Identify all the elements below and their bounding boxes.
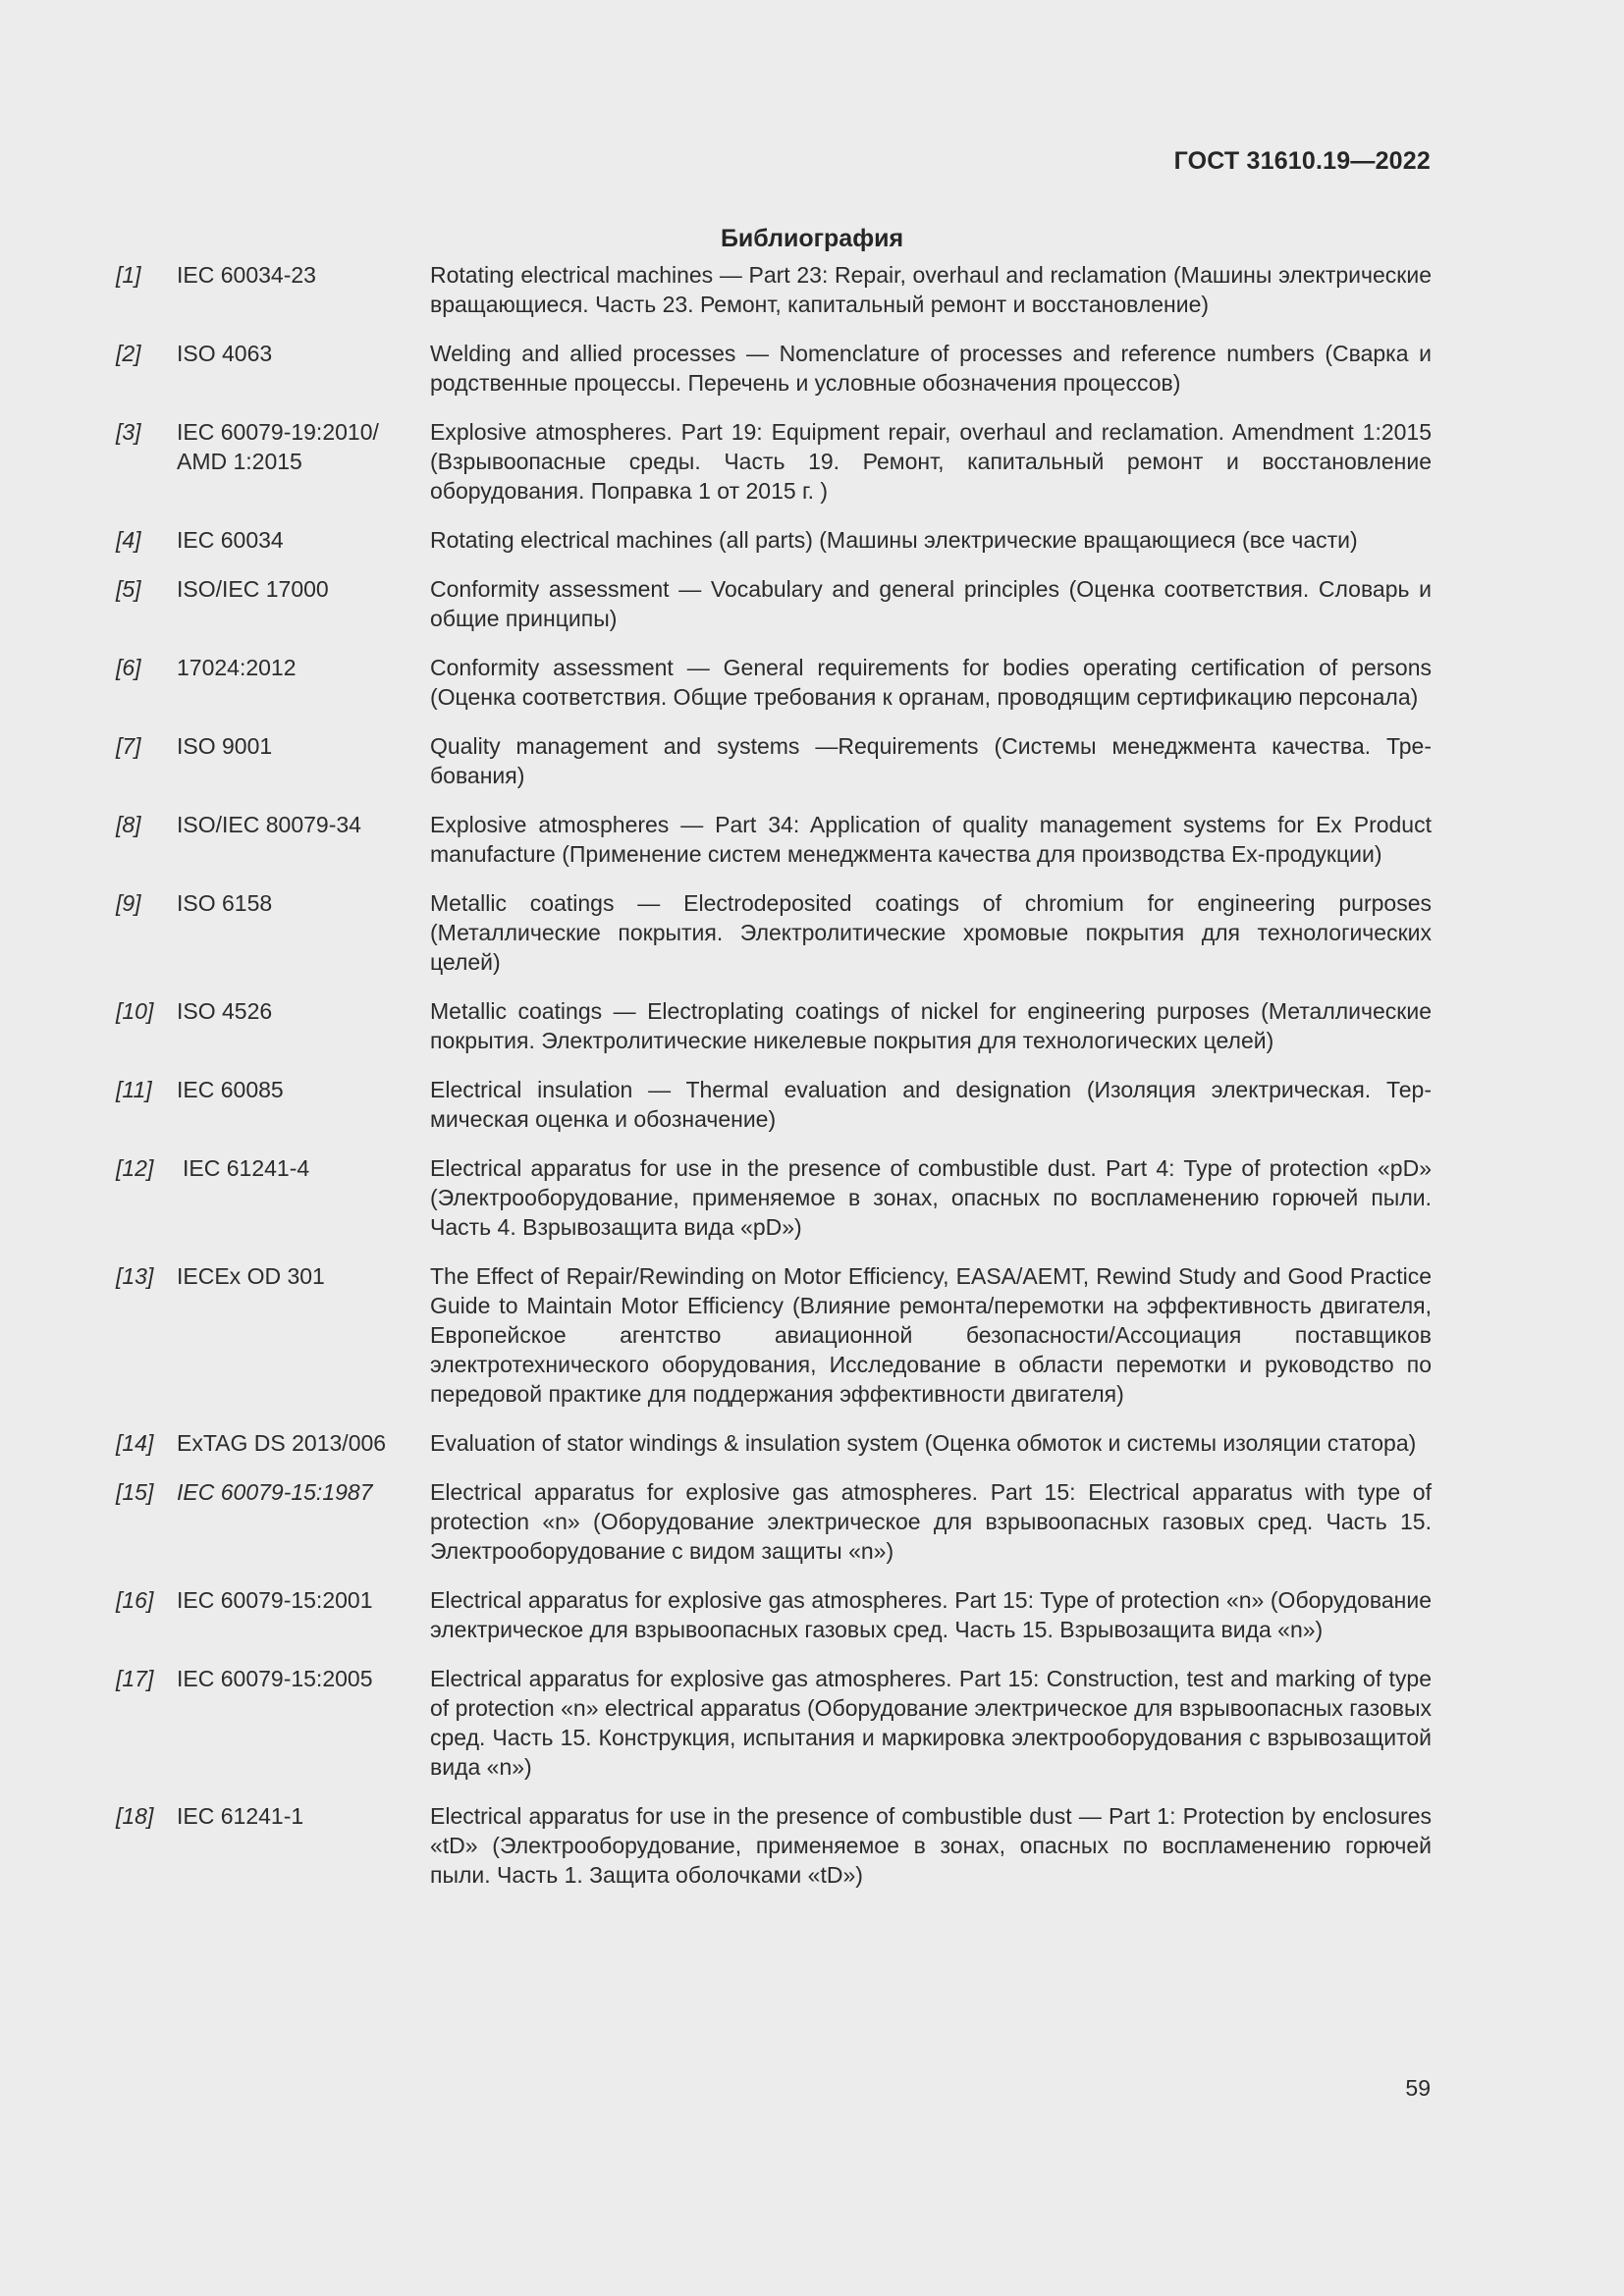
entry-description: Evaluation of stator windings & insulation system (Оценка обмоток и системы изоляции статора)	[430, 1430, 1417, 1456]
entry-number: [13]	[116, 1263, 154, 1289]
entry-code: ISO/IEC 80079-34	[177, 812, 361, 837]
entry-code: IEC 61241-4	[183, 1155, 310, 1181]
entry-number: [6]	[116, 655, 141, 680]
bibliography-entry	[116, 1477, 1432, 1566]
entry-code: ISO/IEC 17000	[177, 576, 329, 602]
bibliography-entry	[116, 731, 1432, 790]
entry-description: Metallic coatings — Electroplating coatings of nickel for engineering purposes (Металлические покрытия. Электролитические никелевые покрытия для технологических целей)	[430, 998, 1432, 1053]
entry-description: Quality management and systems —Requirements (Системы менеджмента качества. Требования)	[430, 733, 1432, 788]
entry-description: Conformity assessment — General requirements for bodies operating certification of persons (Оценка соответствия. Общие требования к органам, проводящим сертификацию персонала)	[430, 655, 1432, 710]
entry-code: IEC 60079-15:2001	[177, 1587, 373, 1613]
entry-number: [5]	[116, 576, 141, 602]
entry-code: IEC 60034-23	[177, 262, 316, 288]
entry-number: [2]	[116, 341, 141, 366]
entry-code: IEC 60034	[177, 527, 284, 553]
entry-code: ISO 6158	[177, 890, 273, 916]
bibliography-list	[116, 260, 1432, 1909]
entry-description: Rotating electrical machines (all parts) (Машины электрические вращающиеся (все части)	[430, 527, 1358, 553]
bibliography-entry	[116, 1585, 1432, 1644]
bibliography-entry	[116, 260, 1432, 319]
entry-number: [11]	[116, 1077, 152, 1102]
entry-number: [3]	[116, 419, 141, 445]
entry-code: IEC 60079-15:1987	[177, 1479, 373, 1505]
entry-description: Metallic coatings — Electrodeposited coatings of chromium for engineering purposes (Металлические покрытия. Электролитические хромовые покрытия для технологических целей)	[430, 890, 1432, 975]
entry-description: The Effect of Repair/Rewinding on Motor Efficiency, EASA/AEMT, Rewind Study and Good Practice Guide to Maintain Motor Efficiency (Влияние ремонта/перемотки на эффективность двигателя, Европейское агентство авиационной безопасности/Ассоциация поставщиков электротехнического оборудования, Исследование в области перемотки и руководство по передовой практике для поддержания эффективности двигателя)	[430, 1263, 1432, 1407]
entry-number: [16]	[116, 1587, 154, 1613]
bibliography-entry	[116, 810, 1432, 869]
entry-code: ExTAG DS 2013/006	[177, 1430, 387, 1456]
entry-description: Electrical apparatus for explosive gas atmospheres. Part 15: Construction, test and marking of type of protection «n» electrical apparatus (Оборудование электрическое для взрывоопасных газовых сред. Часть 15. Конструкция, испытания и маркировка электрооборудования с взрывозащитой вида «n»)	[430, 1666, 1432, 1780]
entry-code: IECEx OD 301	[177, 1263, 325, 1289]
entry-number: [18]	[116, 1803, 154, 1829]
entry-description: Electrical apparatus for explosive gas atmospheres. Part 15: Electrical apparatus with type of protection «n» (Оборудование электрическое для взрывоопасных газовых сред. Часть 15. Электрооборудование с видом защиты «n»)	[430, 1479, 1432, 1564]
bibliography-entry	[116, 1664, 1432, 1782]
entry-code: IEC 60079-19:2010/ AMD 1:2015	[177, 419, 379, 474]
standard-designation: ГОСТ 31610.19—2022	[1173, 147, 1431, 175]
bibliography-entry	[116, 888, 1432, 977]
entry-number: [12]	[116, 1155, 154, 1181]
bibliography-entry	[116, 1075, 1432, 1134]
bibliography-entry	[116, 1801, 1432, 1890]
bibliography-entry	[116, 417, 1432, 506]
bibliography-entry	[116, 574, 1432, 633]
entry-code: ISO 4526	[177, 998, 273, 1024]
entry-number: [1]	[116, 262, 141, 288]
entry-description: Explosive atmospheres — Part 34: Application of quality management systems for Ex Product manufacture (Применение систем менеджмента качества для производства Ex-продукции)	[430, 812, 1432, 867]
entry-description: Electrical apparatus for use in the presence of combustible dust — Part 1: Protection by enclosures «tD» (Электрооборудование, применяемое в зонах, опасных по воспламенению горючей пыли. Часть 1. Защита оболочками «tD»)	[430, 1803, 1432, 1888]
entry-number: [9]	[116, 890, 141, 916]
entry-description: Welding and allied processes — Nomenclature of processes and reference numbers (Сварка и родственные процессы. Перечень и условные обозначения процессов)	[430, 341, 1432, 396]
entry-number: [17]	[116, 1666, 154, 1691]
entry-code: IEC 60079-15:2005	[177, 1666, 373, 1691]
bibliography-entry	[116, 653, 1432, 712]
entry-code: 17024:2012	[177, 655, 297, 680]
entry-number: [4]	[116, 527, 141, 553]
section-title: Библиография	[720, 225, 904, 252]
entry-number: [8]	[116, 812, 141, 837]
entry-code: ISO 9001	[177, 733, 273, 759]
entry-number: [14]	[116, 1430, 154, 1456]
entry-description: Electrical insulation — Thermal evaluation and designation (Изоляция электрическая. Термическая оценка и обозначение)	[430, 1077, 1432, 1132]
entry-description: Explosive atmospheres. Part 19: Equipment repair, overhaul and reclamation. Amendment 1:2015 (Взрывоопасные среды. Часть 19. Ремонт, капитальный ремонт и восстановление оборудования. Поправка 1 от 2015 г. )	[430, 419, 1432, 504]
entry-code: IEC 60085	[177, 1077, 284, 1102]
bibliography-entry	[116, 339, 1432, 398]
entry-number: [15]	[116, 1479, 154, 1505]
bibliography-entry	[116, 1428, 1432, 1458]
bibliography-entry	[116, 996, 1432, 1055]
entry-code: ISO 4063	[177, 341, 273, 366]
entry-description: Conformity assessment — Vocabulary and general principles (Оценка соответствия. Словарь и общие принципы)	[430, 576, 1432, 631]
entry-description: Rotating electrical machines — Part 23: Repair, overhaul and reclamation (Машины электрические вращающиеся. Часть 23. Ремонт, капитальный ремонт и восстановление)	[430, 262, 1432, 317]
entry-description: Electrical apparatus for explosive gas atmospheres. Part 15: Type of protection «n» (Оборудование электрическое для взрывоопасных газовых сред. Часть 15. Взрывозащита вида «n»)	[430, 1587, 1432, 1642]
bibliography-entry	[116, 1261, 1432, 1409]
bibliography-entry	[116, 1153, 1432, 1242]
entry-description: Electrical apparatus for use in the presence of combustible dust. Part 4: Type of protection «pD» (Электрооборудование, применяемое в зонах, опасных по воспламенению горючей пыли. Часть 4. Взрывозащита вида «pD»)	[430, 1155, 1432, 1240]
entry-number: [10]	[116, 998, 154, 1024]
entry-code: IEC 61241-1	[177, 1803, 304, 1829]
entry-number: [7]	[116, 733, 141, 759]
bibliography-entry	[116, 525, 1432, 555]
page-number: 59	[1405, 2075, 1431, 2101]
